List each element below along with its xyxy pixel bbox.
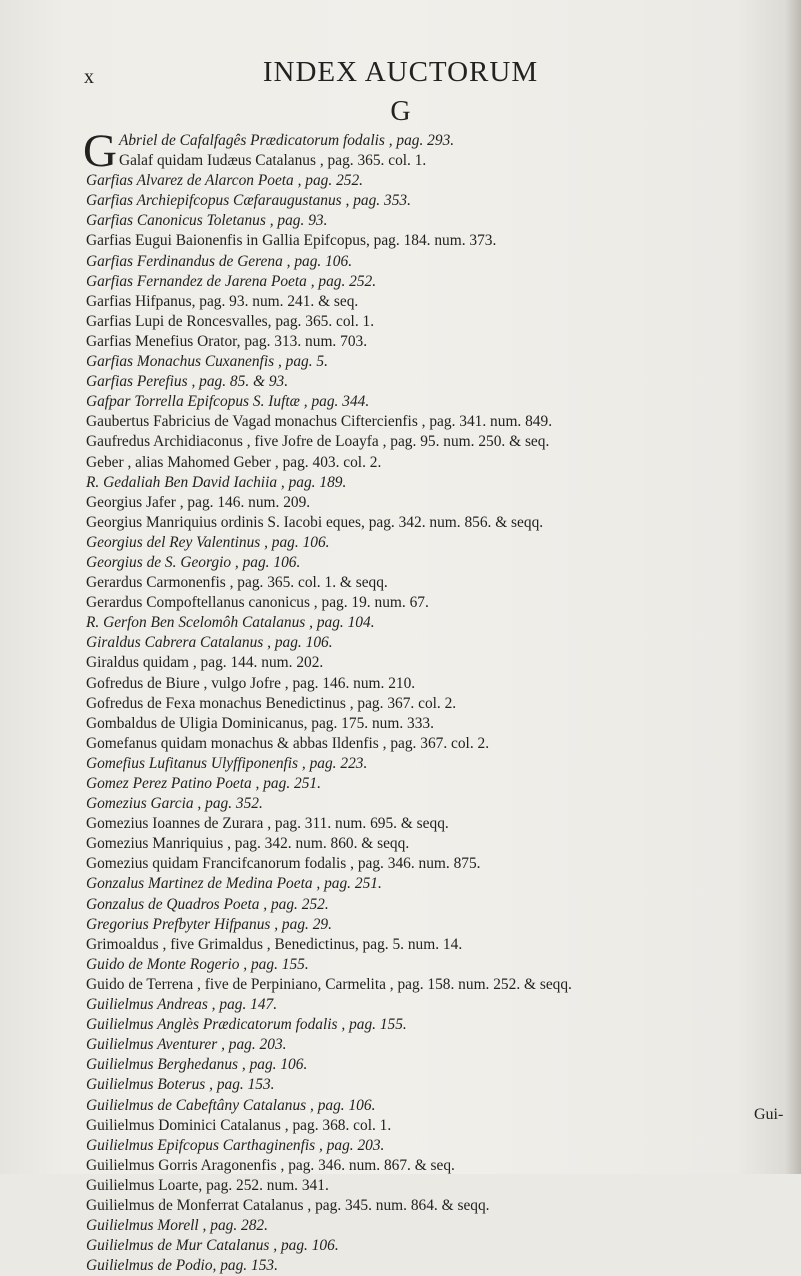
index-entry (86, 372, 791, 392)
entry-text: Gaufredus Archidiaconus , five Jofre de Loayfa , pag. 95. num. 250. & seq. (86, 433, 550, 451)
entry-text: Guilielmus de Podio, pag. 153. (86, 1257, 278, 1275)
entry-text: Garfias Menefius Orator, pag. 313. num. 703. (86, 332, 368, 350)
entry-text: Gombaldus de Uligia Dominicanus, pag. 175. num. 333. (86, 714, 434, 732)
index-entry (86, 171, 791, 191)
entry-text: Guilielmus Andreas , pag. 147. (86, 996, 278, 1014)
index-entry (86, 1156, 791, 1176)
entry-text: Garfias Lupi de Roncesvalles, pag. 365. col. 1. (86, 312, 375, 330)
catchword: Gui- (754, 1106, 784, 1123)
entry-text: Gomezius Manriquius , pag. 342. num. 860. & seqq. (86, 835, 410, 853)
index-entry (86, 1236, 791, 1256)
entry-text: Gomez Perez Patino Poeta , pag. 251. (86, 775, 321, 792)
entry-text: Guilielmus Dominici Catalanus , pag. 368. col. 1. (86, 1116, 392, 1134)
entry-text: Garfias Archiepifcopus Cæfaraugustanus , pag. 353. (86, 192, 411, 210)
entry-text: Gafpar Torrella Epifcopus S. Iuftæ , pag. 344. (86, 393, 370, 411)
index-entry (86, 1216, 791, 1236)
index-entry (86, 352, 791, 372)
entry-text: Gomezius Ioannes de Zurara , pag. 311. num. 695. & seqq. (86, 815, 449, 833)
entry-text: Garfias Perefius , pag. 85. & 93. (86, 373, 289, 391)
entry-text: Gomefanus quidam monachus & abbas Ildenfis , pag. 367. col. 2. (86, 734, 490, 752)
index-entry (86, 814, 791, 834)
entry-text: Gofredus de Biure , vulgo Jofre , pag. 146. num. 210. (86, 674, 416, 692)
index-entry (86, 312, 791, 332)
entry-text: Guilielmus Anglès Prædicatorum fodalis , pag. 155. (86, 1016, 407, 1034)
index-entry (86, 874, 791, 894)
entry-text: Gonzalus Martinez de Medina Poeta , pag. 251. (86, 875, 382, 893)
index-entry (86, 975, 791, 995)
index-entry (86, 653, 791, 673)
entry-text: Guilielmus Epifcopus Carthaginenfis , pag. 203. (86, 1136, 385, 1154)
index-entry (86, 1096, 791, 1116)
index-entry (86, 493, 791, 513)
index-entry (86, 794, 791, 814)
index-entry (86, 754, 791, 774)
index-entry (86, 694, 791, 714)
drop-capital: G (83, 125, 117, 177)
entry-text: Gofredus de Fexa monachus Benedictinus , pag. 367. col. 2. (86, 694, 457, 712)
index-entry (86, 714, 791, 734)
entry-text: Guilielmus Aventurer , pag. 203. (86, 1036, 287, 1054)
index-entry (86, 392, 791, 412)
index-entry (86, 633, 791, 653)
entry-text: Georgius de S. Georgio , pag. 106. (86, 553, 301, 571)
index-entry (86, 613, 791, 633)
index-entry (86, 151, 791, 171)
index-entry (86, 412, 791, 432)
index-entry (86, 1035, 791, 1055)
index-entry (86, 774, 791, 794)
entry-text: Gomefius Lufitanus Ulyffiponenfis , pag. 223. (86, 754, 368, 772)
index-entries (83, 125, 791, 1276)
entry-text: Abriel de Cafalfagês Prædicatorum fodalis , pag. 293. (118, 132, 455, 149)
index-entry (86, 453, 791, 473)
index-entry (86, 1116, 791, 1136)
index-entry (86, 955, 791, 975)
entry-text: R. Gerfon Ben Scelomôh Catalanus , pag. 104. (86, 614, 375, 632)
index-entry (86, 1055, 791, 1075)
entry-text: Giraldus Cabrera Catalanus , pag. 106. (86, 634, 333, 652)
index-entry (86, 231, 791, 251)
entry-text: Guido de Monte Rogerio , pag. 155. (86, 955, 309, 973)
entry-text: Guilielmus de Mur Catalanus , pag. 106. (86, 1237, 339, 1255)
index-entry (86, 332, 791, 352)
entry-text: Gaubertus Fabricius de Vagad monachus Ciftercienfis , pag. 341. num. 849. (86, 413, 553, 431)
entry-text: Geber , alias Mahomed Geber , pag. 403. col. 2. (86, 453, 382, 471)
entry-text: Garfias Fernandez de Jarena Poeta , pag. 252. (86, 272, 377, 290)
entry-text: Gonzalus de Quadros Poeta , pag. 252. (86, 895, 329, 913)
index-entry (86, 473, 791, 493)
entry-text: Garfias Hifpanus, pag. 93. num. 241. & seq. (86, 292, 359, 310)
entry-text: Gregorius Prefbyter Hifpanus , pag. 29. (86, 915, 332, 933)
entry-text: Grimoaldus , five Grimaldus , Benedictinus, pag. 5. num. 14. (86, 935, 463, 953)
index-entry (86, 432, 791, 452)
entry-text: R. Gedaliah Ben David Iachiia , pag. 189. (86, 473, 347, 491)
entry-text: Guilielmus Loarte, pag. 252. num. 341. (86, 1176, 329, 1194)
index-entry (86, 1136, 791, 1156)
index-entry (86, 1196, 791, 1216)
index-entry (86, 593, 791, 613)
entry-text: Guilielmus Boterus , pag. 153. (86, 1076, 275, 1094)
index-entry (86, 252, 791, 272)
index-entry (86, 1176, 791, 1196)
index-entry (86, 854, 791, 874)
index-entry (86, 191, 791, 211)
entry-text: Garfias Ferdinandus de Gerena , pag. 106. (86, 252, 353, 270)
entry-text: Gomezius quidam Francifcanorum fodalis , pag. 346. num. 875. (86, 855, 481, 873)
entry-text: Guido de Terrena , five de Perpiniano, Carmelita , pag. 158. num. 252. & seqq. (86, 975, 572, 993)
entry-text: Guilielmus de Cabeftâny Catalanus , pag. 106. (86, 1096, 376, 1114)
index-entry (86, 292, 791, 312)
entry-text: Georgius del Rey Valentinus , pag. 106. (86, 533, 330, 551)
index-entry (86, 1256, 791, 1276)
section-letter: G (390, 96, 411, 127)
index-entry (86, 834, 791, 854)
index-entry (86, 272, 791, 292)
entry-text: Guilielmus Morell , pag. 282. (86, 1217, 268, 1235)
index-entry (86, 553, 791, 573)
folio-number: x (84, 66, 95, 88)
index-entry (86, 533, 791, 553)
index-entry (86, 895, 791, 915)
entry-text: Garfias Eugui Baionenfis in Gallia Epifcopus, pag. 184. num. 373. (86, 232, 497, 250)
entry-text: Georgius Manriquius ordinis S. Iacobi eques, pag. 342. num. 856. & seqq. (86, 513, 544, 531)
index-entry (86, 674, 791, 694)
index-entry (86, 995, 791, 1015)
index-entry (86, 573, 791, 593)
index-entry (86, 513, 791, 533)
entry-text: Giraldus quidam , pag. 144. num. 202. (86, 654, 324, 672)
entry-text: Georgius Jafer , pag. 146. num. 209. (86, 493, 311, 511)
index-entry (86, 915, 791, 935)
entry-text: Gerardus Compoftellanus canonicus , pag. 19. num. 67. (86, 594, 429, 612)
entry-text: Gomezius Garcia , pag. 352. (86, 795, 263, 813)
entry-text: Garfias Canonicus Toletanus , pag. 93. (86, 212, 328, 230)
index-entry (86, 935, 791, 955)
entry-text: Gerardus Carmonenfis , pag. 365. col. 1. & seqq. (86, 574, 388, 592)
index-entry (86, 1075, 791, 1095)
index-entry (86, 1015, 791, 1035)
entry-text: Garfias Monachus Cuxanenfis , pag. 5. (86, 353, 328, 371)
entry-text: Garfias Alvarez de Alarcon Poeta , pag. 252. (86, 172, 364, 190)
index-entry (86, 211, 791, 231)
entry-text: Guilielmus Berghedanus , pag. 106. (86, 1056, 308, 1074)
index-entry (86, 734, 791, 754)
entry-text: Guilielmus de Monferrat Catalanus , pag. 345. num. 864. & seqq. (86, 1196, 490, 1214)
entry-text: Guilielmus Gorris Aragonenfis , pag. 346. num. 867. & seq. (86, 1156, 455, 1174)
entry-text: Galaf quidam Iudæus Catalanus , pag. 365. col. 1. (118, 152, 427, 170)
running-head: INDEX AUCTORUM (262, 56, 539, 88)
